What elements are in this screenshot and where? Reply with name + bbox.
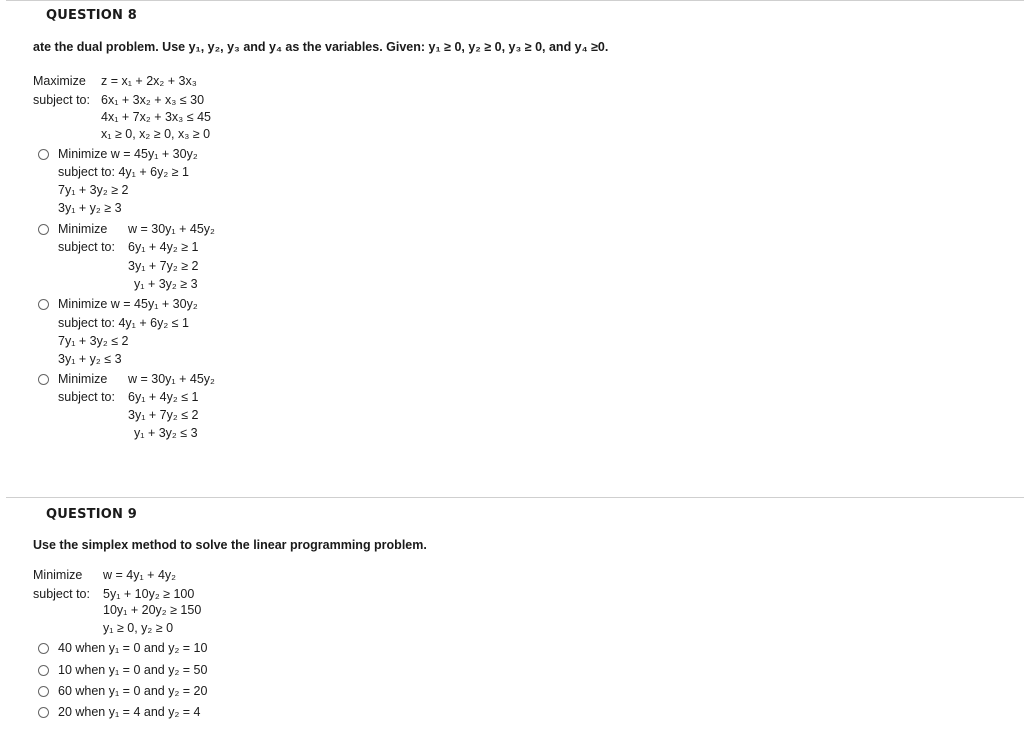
q8-option-c-radio[interactable] [38, 299, 49, 310]
q8-option-b-c1: 6y₁ + 4y₂ ≥ 1 [128, 240, 199, 254]
q8-subject-label: subject to: [33, 93, 90, 107]
q9-objective: w = 4y₁ + 4y₂ [103, 568, 176, 582]
q8-option-b-objective: w = 30y₁ + 45y₂ [128, 222, 215, 236]
q9-option-b-label: 10 when y₁ = 0 and y₂ = 50 [58, 663, 208, 677]
q8-option-d-radio[interactable] [38, 374, 49, 385]
q9-constraint-3: y₁ ≥ 0, y₂ ≥ 0 [103, 621, 174, 635]
q8-option-d-objective: w = 30y₁ + 45y₂ [128, 372, 215, 386]
question-8-title: QUESTION 8 [46, 8, 138, 23]
question-9-divider [6, 497, 1024, 498]
q9-constraint-2: 10y₁ + 20y₂ ≥ 150 [103, 603, 202, 617]
q8-option-b-min-label: Minimize [58, 222, 108, 236]
q8-option-b-c3: y₁ + 3y₂ ≥ 3 [134, 277, 198, 291]
q8-option-c-line4: 3y₁ + y₂ ≤ 3 [58, 352, 122, 366]
q8-option-d-c3: y₁ + 3y₂ ≤ 3 [134, 426, 198, 440]
q9-subject-label: subject to: [33, 587, 90, 601]
q9-option-d-radio[interactable] [38, 707, 49, 718]
q8-option-a-radio[interactable] [38, 149, 49, 160]
q8-option-d-c1: 6y₁ + 4y₂ ≤ 1 [128, 390, 199, 404]
q9-option-a-label: 40 when y₁ = 0 and y₂ = 10 [58, 641, 208, 655]
q8-option-c-line2: subject to: 4y₁ + 6y₂ ≤ 1 [58, 316, 189, 330]
q9-option-d-label: 20 when y₁ = 4 and y₂ = 4 [58, 705, 201, 719]
q9-minimize-label: Minimize [33, 568, 83, 582]
q9-option-c-radio[interactable] [38, 686, 49, 697]
q8-option-c-line3: 7y₁ + 3y₂ ≤ 2 [58, 334, 129, 348]
q8-option-d-subject-label: subject to: [58, 390, 115, 404]
q8-constraint-2: 4x₁ + 7x₂ + 3x₃ ≤ 45 [101, 110, 211, 124]
question-8-divider [6, 0, 1024, 1]
q8-option-b-subject-label: subject to: [58, 240, 115, 254]
q8-option-b-radio[interactable] [38, 224, 49, 235]
q8-constraint-3: x₁ ≥ 0, x₂ ≥ 0, x₃ ≥ 0 [101, 127, 211, 141]
q8-maximize-label: Maximize [33, 74, 86, 88]
q8-option-d-min-label: Minimize [58, 372, 108, 386]
q8-option-a-line1: Minimize w = 45y₁ + 30y₂ [58, 147, 198, 161]
q8-option-c-line1: Minimize w = 45y₁ + 30y₂ [58, 297, 198, 311]
q8-option-a-line2: subject to: 4y₁ + 6y₂ ≥ 1 [58, 165, 189, 179]
q8-option-a-line4: 3y₁ + y₂ ≥ 3 [58, 201, 122, 215]
q9-option-c-label: 60 when y₁ = 0 and y₂ = 20 [58, 684, 208, 698]
q9-option-b-radio[interactable] [38, 665, 49, 676]
question-9-title: QUESTION 9 [46, 507, 138, 522]
q9-constraint-1: 5y₁ + 10y₂ ≥ 100 [103, 587, 195, 601]
question-8-prompt: ate the dual problem. Use y₁, y₂, y₃ and y₄ as the variables. Given: y₁ ≥ 0, y₂ ≥ 0, y₃ ≥ 0, and y₄ ≥0. [33, 40, 609, 54]
q9-option-a-radio[interactable] [38, 643, 49, 654]
q8-option-a-line3: 7y₁ + 3y₂ ≥ 2 [58, 183, 129, 197]
question-9-prompt: Use the simplex method to solve the linear programming problem. [33, 538, 427, 552]
q8-option-b-c2: 3y₁ + 7y₂ ≥ 2 [128, 259, 199, 273]
q8-option-d-c2: 3y₁ + 7y₂ ≤ 2 [128, 408, 199, 422]
q8-objective: z = x₁ + 2x₂ + 3x₃ [101, 74, 197, 88]
q8-constraint-1: 6x₁ + 3x₂ + x₃ ≤ 30 [101, 93, 205, 107]
